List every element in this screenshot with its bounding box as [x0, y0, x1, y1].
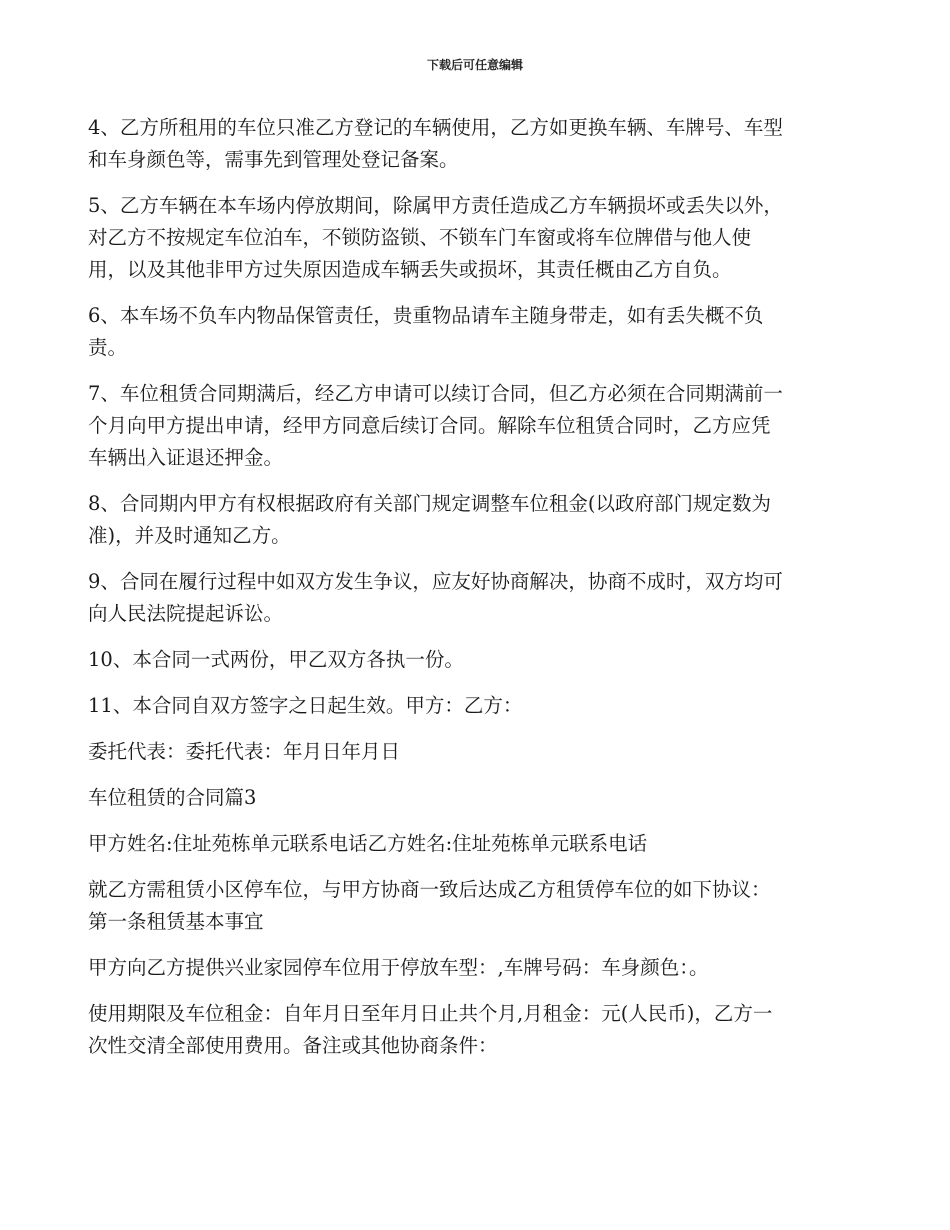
document-body — [88, 112, 868, 1076]
paragraph — [88, 782, 868, 814]
text-line: 次性交清全部使用费用。备注或其他协商条件： — [88, 1034, 498, 1057]
text-line: 委托代表：委托代表：年月日年月日 — [88, 740, 401, 763]
text-line: 车位租赁的合同篇3 — [88, 786, 257, 809]
paragraph — [88, 952, 868, 984]
text-line: 用，以及其他非甲方过失原因造成车辆丢失或损坏，其责任概由乙方自负。 — [88, 258, 732, 281]
text-line: 向人民法院提起诉讼。 — [88, 602, 284, 625]
text-line: 甲方向乙方提供兴业家园停车位用于停放车型：,车牌号码：车身颜色：。 — [88, 956, 709, 979]
paragraph — [88, 300, 868, 364]
text-line: 5、乙方车辆在本车场内停放期间，除属甲方责任造成乙方车辆损坏或丢失以外， — [88, 194, 783, 217]
page-header: 下载后可任意编辑 — [426, 58, 523, 72]
paragraph — [88, 488, 868, 552]
paragraph — [88, 644, 868, 676]
paragraph — [88, 736, 868, 768]
text-line: 11、本合同自双方签字之日起生效。甲方：乙方： — [88, 694, 523, 717]
paragraph — [88, 690, 868, 722]
text-line: 甲方姓名:住址苑栋单元联系电话乙方姓名:住址苑栋单元联系电话 — [88, 832, 648, 855]
text-line: 准)，并及时通知乙方。 — [88, 524, 291, 547]
paragraph — [88, 566, 868, 630]
text-line: 8、合同期内甲方有权根据政府有关部门规定调整车位租金(以政府部门规定数为 — [88, 492, 772, 515]
paragraph — [88, 378, 868, 474]
text-line: 对乙方不按规定车位泊车，不锁防盗锁、不锁车门车窗或将车位牌借与他人使 — [88, 226, 752, 249]
text-line: 10、本合同一式两份，甲乙双方各执一份。 — [88, 648, 464, 671]
text-line: 个月向甲方提出申请，经甲方同意后续订合同。解除车位租赁合同时，乙方应凭 — [88, 414, 771, 437]
text-line: 使用期限及车位租金：自年月日至年月日止共个月,月租金：元(人民币)，乙方一 — [88, 1002, 773, 1025]
text-line: 9、合同在履行过程中如双方发生争议，应友好协商解决，协商不成时，双方均可 — [88, 570, 783, 593]
paragraph — [88, 112, 868, 176]
text-line: 第一条租赁基本事宜 — [88, 910, 264, 933]
text-line: 车辆出入证退还押金。 — [88, 446, 284, 469]
text-line: 6、本车场不负车内物品保管责任，贵重物品请车主随身带走，如有丢失概不负 — [88, 304, 764, 327]
paragraph — [88, 190, 868, 286]
paragraph — [88, 998, 868, 1062]
text-line: 7、车位租赁合同期满后，经乙方申请可以续订合同，但乙方必须在合同期满前一 — [88, 382, 783, 405]
paragraph — [88, 874, 868, 938]
text-line: 和车身颜色等，需事先到管理处登记备案。 — [88, 148, 459, 171]
text-line: 就乙方需租赁小区停车位，与甲方协商一致后达成乙方租赁停车位的如下协议： — [88, 878, 771, 901]
paragraph — [88, 828, 868, 860]
text-line: 4、乙方所租用的车位只准乙方登记的车辆使用，乙方如更换车辆、车牌号、车型 — [88, 116, 783, 139]
text-line: 责。 — [88, 336, 128, 359]
